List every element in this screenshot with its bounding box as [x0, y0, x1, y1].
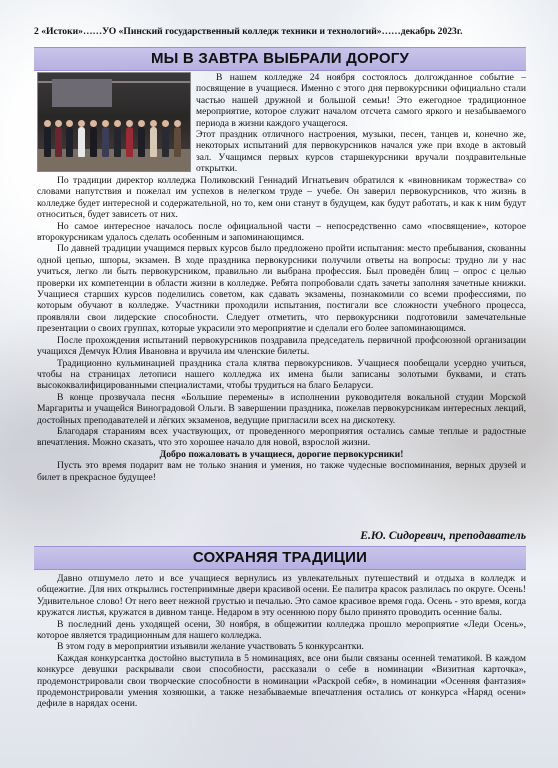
person-figure — [114, 127, 121, 157]
page-header: 2 «Истоки»……УО «Пинский государственный колледж техники и технологий»……декабрь 2023г. — [34, 26, 463, 37]
article-intro — [196, 72, 526, 175]
body-paragraph: В последний день уходящей осени, 30 ноября, в общежитии колледжа прошло мероприятие «Леди Осень», которое является традиционным для нашего колледжа. — [37, 618, 526, 642]
person-figure — [150, 127, 157, 157]
body-paragraph: Но самое интересное началось после официальной части – непосредственно само «посвящение», которое второкурсникам удалось сделать особенным и запоминающимся. — [37, 220, 526, 244]
person-figure — [66, 127, 73, 157]
body-paragraph: В конце прозвучала песня «Большие перемены» в исполнении руководителя вокальной студии Морской Маргариты и учащейся Виноградовой Ольги. В завершении праздника, пожелав первокурсникам интересных лекций, достойных преподавателей и лёгких экзаменов, ведущие пригласили всех на дискотеку. — [37, 391, 526, 426]
body-paragraph: Благодаря стараниям всех участвующих, от проведенного мероприятия остались самые теплые и радостные впечатления. Можно сказать, что это хорошее начало для новой, взрослой жизни. — [37, 425, 526, 449]
person-figure — [55, 127, 62, 157]
article-body — [37, 573, 526, 710]
event-photo — [37, 72, 191, 172]
body-paragraph: Каждая конкурсантка достойно выступила в 5 номинациях, все они были связаны осенней тематикой. В каждом конкурсе девушки раскрывали свои способности, рассказали о себе в номинации «Визитная карточка», продемонстрировали свои творческие способности в номинации «Раскрой себя», в номинации «Осенняя фантазия» продемонстрировали умения хозяюшки, а также незабываемые впечатления остались от конкурса «Наряд осени» дефиле в нарядах осени. — [37, 652, 526, 710]
person-figure — [138, 127, 145, 157]
body-paragraph: После прохождения испытаний первокурсников поздравила председатель первичной профсоюзной организации учащихся Демчук Юлия Ивановна и вручила им членские билеты. — [37, 334, 526, 358]
body-paragraph: В этом году в мероприятии изъявили желание участвовать 5 конкурсантки. — [57, 641, 364, 653]
projector-screen — [52, 79, 112, 107]
person-figure — [44, 127, 51, 157]
person-figure — [126, 127, 133, 157]
body-paragraph: По давней традиции учащимся первых курсов было предложено пройти испытания: место пребывания, скованны одной цепью, шпоры, экзамен. В ходе праздника первокурсники получили ответы на вопросы: трудно ли у нас учиться, легко ли быть первокурсником, правильно ли выбрана профессия. Был проведён блиц – опрос с целью проверки их компетенции в области жизни в колледже. Ребята попробовали сдать зачеты заполняя зачетные книжки. Учащиеся старших курсов поделились советом, как сдавать экзамены, познакомили со всеми профессиями, по которым обучают в колледже. Участники проходили испытания, постигали все сложности учебного процесса, проявляли свои лидерские способности. Следует отметить, что первокурсники подготовили замечательные презентации о своих группах, которые украсили это мероприятие и сделали его более запоминающимся. — [37, 243, 526, 335]
person-figure — [162, 127, 169, 157]
person-figure — [174, 127, 181, 157]
person-figure — [78, 127, 85, 157]
person-figure — [102, 127, 109, 157]
welcome-line: Добро пожаловать в учащиеся, дорогие первокурсники! — [159, 448, 404, 460]
body-paragraph: Традиционно кульминацией праздника стала клятва первокурсников. Учащиеся пообещали усердно учиться, чтобы на страницах летописи нашего колледжа их имена были записаны золотыми буквами, и стать высококвалифицированными специалистами, чтобы трудиться на благо Беларуси. — [37, 357, 526, 392]
article-title: МЫ В ЗАВТРА ВЫБРАЛИ ДОРОГУ — [34, 47, 526, 71]
body-paragraph: Давно отшумело лето и все учащиеся вернулись из увлекательных путешествий и отдыха в колледж и общежитие. Для них открылись гостеприимные двери красивой осени. Ее палитра красок разлилась по округе. Осень! Удивительное слово! От него веет нежной грустью и печалью. Это самое красивое время года. Осень - это время, когда кружатся листья, кружатся в дивном танце. Недаром в эту осеннюю пору было принято проводить осенние балы. — [37, 573, 526, 619]
author-signature: Е.Ю. Сидоревич, преподаватель — [360, 529, 526, 542]
article-body — [37, 175, 526, 483]
article-title: СОХРАНЯЯ ТРАДИЦИИ — [34, 546, 526, 570]
intro-paragraph: В нашем колледже 24 ноября состоялось долгожданное событие – посвящение в учащиеся. Именно с этого дня первокурсники официально стали частью нашей дружной и большой семьи! Это ежегодное традиционное мероприятие, которое служит началом отсчета самого яркого и незабываемого периода в жизни каждого учащегося. — [196, 72, 526, 129]
body-paragraph: По традиции директор колледжа Поликовский Геннадий Игнатьевич обратился к «виновникам торжества» со словами напутствия и пожелал им успехов в нелегком труде – учебе. Он заверил первокурсников, что жизнь в колледже будет интересной и содержательной, но то, кем они станут в будущем, как будут работать, и как к ним будут относиться, будет зависеть от них. — [37, 175, 526, 221]
closing-paragraph: Пусть это время подарит вам не только знания и умения, но также чудесные воспоминания, верных друзей и билет в прекрасное будущее! — [37, 460, 526, 483]
intro-paragraph: Этот праздник отличного настроения, музыки, песен, танцев и, конечно же, некоторых испытаний для первокурсников начался уже при входе в актовый зал. Учащимся первых курсов старшекурсники вручали поздравительные открытки. — [196, 129, 526, 175]
person-figure — [90, 127, 97, 157]
